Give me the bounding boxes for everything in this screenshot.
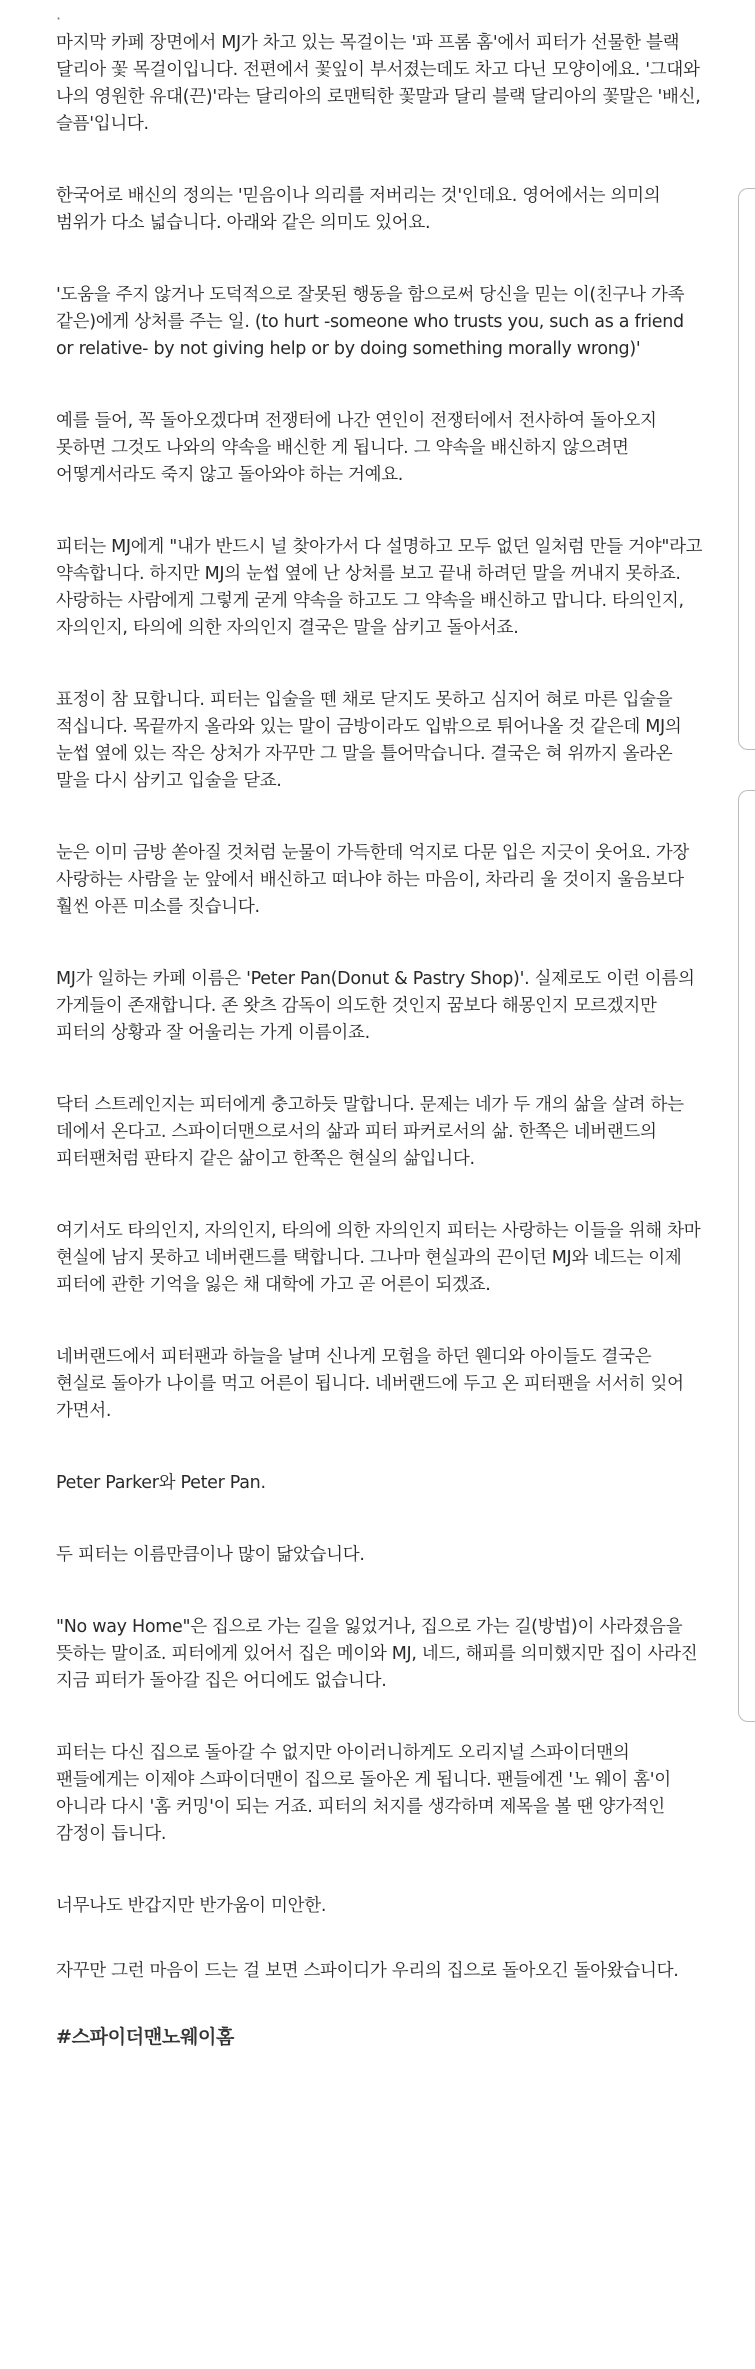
paragraph-sorry-glad: 너무나도 반갑지만 반가움이 미안한. — [56, 1896, 327, 1916]
paragraph-english-definition: '도움을 주지 않거나 도덕적으로 잘못된 행동을 함으로써 당신을 믿는 이(친구나 가족 같은)에게 상처를 주는 일. (to hurt -someone who trusts you, such as a friend or relative- by not giving help or by doing something morally wrong)' — [56, 285, 685, 359]
paragraph-doctor-strange: 닥터 스트레인지는 피터에게 충고하듯 말합니다. 문제는 네가 두 개의 삶을 살려 하는 데에서 온다고. 스파이더맨으로서의 삶과 피터 파커로서의 삶. 한쪽은 네버랜드의 피터팬처럼 판타지 같은 삶이고 한쪽은 현실의 삶입니다. — [56, 1095, 684, 1169]
lead-mark: · — [56, 9, 62, 28]
paragraph-peter-pan-cafe: MJ가 일하는 카페 이름은 'Peter Pan(Donut & Pastry Shop)'. 실제로도 이런 이름의 가게들이 존재합니다. 존 왓츠 감독이 의도한 것인지 꿈보다 해몽인지 모르겠지만 피터의 상황과 잘 어울리는 가게 이름이죠. — [56, 969, 695, 1043]
hashtag-link[interactable]: #스파이더맨노웨이홈 — [56, 2026, 235, 2048]
paragraph-black-dahlia: 마지막 카페 장면에서 MJ가 차고 있는 목걸이는 '파 프롬 홈'에서 피터가 선물한 블랙 달리아 꽃 목걸이입니다. 전편에서 꽃잎이 부서졌는데도 차고 다닌 모양이에요. '그대와 나의 영원한 유대(끈)'라는 달리아의 로맨틱한 꽃말과 달리 블랙 달리아의 꽃말은 '배신, 슬픔'입니다. — [56, 33, 701, 134]
paragraph-tearful-smile: 눈은 이미 금방 쏟아질 것처럼 눈물이 가득한데 억지로 다문 입은 지긋이 웃어요. 가장 사랑하는 사람을 눈 앞에서 배신하고 떠나야 하는 마음이, 차라리 울 것이지 울음보다 훨씬 아픈 미소를 짓습니다. — [56, 843, 689, 917]
paragraph-two-peters: Peter Parker와 Peter Pan. — [56, 1473, 266, 1493]
paragraph-no-way-home-meaning: "No way Home"은 집으로 가는 길을 잃었거나, 집으로 가는 길(방법)이 사라졌음을 뜻하는 말이죠. 피터에게 있어서 집은 메이와 MJ, 네드, 해피를 의미했지만 집이 사라진 지금 피터가 돌아갈 집은 어디에도 없습니다. — [56, 1617, 698, 1691]
paragraph-peter-promise: 피터는 MJ에게 "내가 반드시 널 찾아가서 다 설명하고 모두 없던 일처럼 만들 거야"라고 약속합니다. 하지만 MJ의 눈썹 옆에 난 상처를 보고 끝내 하려던 말을 꺼내지 못하죠. 사랑하는 사람에게 그렇게 굳게 약속을 하고도 그 약속을 배신하고 맙니다. 타의인지, 자의인지, 타의에 의한 자의인지 결국은 말을 삼키고 돌아서죠. — [56, 537, 703, 638]
scrollbar-track-upper[interactable] — [738, 188, 755, 750]
paragraph-homecoming: 피터는 다신 집으로 돌아갈 수 없지만 아이러니하게도 오리지널 스파이더맨의 팬들에게는 이제야 스파이더맨이 집으로 돌아온 게 됩니다. 팬들에겐 '노 웨이 홈'이 아니라 다시 '홈 커밍'이 되는 거죠. 피터의 처지를 생각하며 제목을 볼 땐 양가적인 감정이 듭니다. — [56, 1743, 671, 1844]
paragraph-war-example: 예를 들어, 꼭 돌아오겠다며 전쟁터에 나간 연인이 전쟁터에서 전사하여 돌아오지 못하면 그것도 나와의 약속을 배신한 게 됩니다. 그 약속을 배신하지 않으려면 어떻게서라도 죽지 않고 돌아와야 하는 거예요. — [56, 411, 657, 485]
paragraph-betrayal-definition: 한국어로 배신의 정의는 '믿음이나 의리를 저버리는 것'인데요. 영어에서는 의미의 범위가 다소 넓습니다. 아래와 같은 의미도 있어요. — [56, 186, 661, 233]
paragraph-spidey-returned: 자꾸만 그런 마음이 드는 걸 보면 스파이디가 우리의 집으로 돌아오긴 돌아왔습니다. — [56, 1961, 679, 1981]
scrollbar-track-lower[interactable] — [738, 790, 755, 1722]
paragraph-resemblance: 두 피터는 이름만큼이나 많이 닮았습니다. — [56, 1545, 365, 1565]
paragraph-wendy: 네버랜드에서 피터팬과 하늘을 날며 신나게 모험을 하던 웬디와 아이들도 결국은 현실로 돌아가 나이를 먹고 어른이 됩니다. 네버랜드에 두고 온 피터팬을 서서히 잊어 가면서. — [56, 1347, 684, 1421]
paragraph-neverland-choice: 여기서도 타의인지, 자의인지, 타의에 의한 자의인지 피터는 사랑하는 이들을 위해 차마 현실에 남지 못하고 네버랜드를 택합니다. 그나마 현실과의 끈이던 MJ와 네드는 이제 피터에 관한 기억을 잃은 채 대학에 가고 곧 어른이 되겠죠. — [56, 1221, 701, 1295]
article-body — [56, 0, 706, 2369]
paragraph-expression: 표정이 참 묘합니다. 피터는 입술을 뗀 채로 닫지도 못하고 심지어 혀로 마른 입술을 적십니다. 목끝까지 올라와 있는 말이 금방이라도 입밖으로 튀어나올 것 같은데 MJ의 눈썹 옆에 있는 작은 상처가 자꾸만 그 말을 틀어막습니다. 결국은 혀 위까지 올라온 말을 다시 삼키고 입술을 닫죠. — [56, 690, 682, 791]
